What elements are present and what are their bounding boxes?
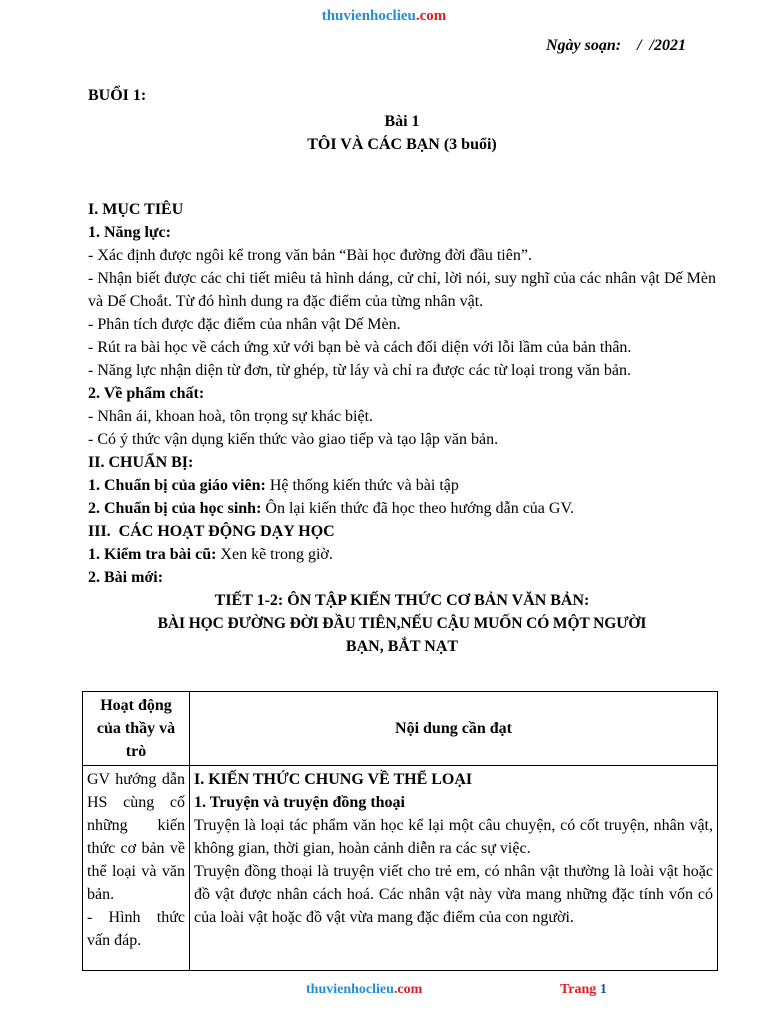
genre-heading: I. KIẾN THỨC CHUNG VỀ THỂ LOẠI [194, 771, 473, 788]
lesson-number: Bài 1 [384, 113, 420, 130]
student-preparation-label: 2. Chuẩn bị của học sinh: [88, 500, 262, 517]
competence-item: - Xác định được ngôi kể trong văn bản “Bài học đường đời đầu tiên”. [88, 247, 532, 264]
activity-text: GV hướng dẫn HS cùng cố những kiến thức cơ bản về thể loại và văn bản. [87, 771, 185, 903]
teacher-preparation [88, 474, 716, 497]
quality-heading: 2. Về phẩm chất: [88, 385, 205, 402]
preparation-heading: II. CHUẨN BỊ: [88, 454, 194, 471]
new-lesson-label: 2. Bài mới: [88, 569, 164, 586]
genre-paragraph: Truyện đồng thoại là truyện viết cho trẻ em, có nhân vật thường là loài vật hoặc đồ vật được nhân cách hoá. Các nhân vật này vừa mang những đặc tính vốn có của loài vật hoặc đồ vật vừa mang đặc điểm của con người. [194, 863, 713, 926]
period-title-line: TIẾT 1-2: ÔN TẬP KIẾN THỨC CƠ BẢN VĂN BẢN: [214, 592, 590, 609]
site-tld: .com [415, 8, 447, 24]
quality-item: - Nhân ái, khoan hoà, tôn trọng sự khác biệt. [88, 408, 374, 425]
lesson-table [82, 691, 718, 971]
content-cell [190, 766, 718, 971]
old-lesson-check-text: Xen kẽ trong giờ. [216, 546, 333, 563]
table-row [83, 766, 718, 971]
genre-paragraph: Truyện là loại tác phẩm văn học kể lại một câu chuyện, có cốt truyện, nhân vật, không gian, thời gian, hoàn cảnh diễn ra các sự việc. [194, 817, 713, 857]
competence-heading: 1. Năng lực: [88, 224, 171, 241]
competence-item: - Phân tích được đặc điểm của nhân vật Dế Mèn. [88, 316, 401, 333]
teacher-preparation-text: Hệ thống kiến thức và bài tập [265, 477, 459, 494]
lesson-title: TÔI VÀ CÁC BẠN (3 buổi) [307, 136, 497, 153]
genre-subheading: 1. Truyện và truyện đồng thoại [194, 794, 405, 811]
old-lesson-check [88, 543, 716, 566]
competence-item: - Nhận biết được các chi tiết miêu tả hình dáng, cử chỉ, lời nói, suy nghĩ của các nhân vật Dế Mèn và Dế Choắt. Từ đó hình dung ra đặc điểm của từng nhân vật. [88, 270, 716, 310]
student-preparation-text: Ôn lại kiến thức đã học theo hướng dẫn của GV. [261, 500, 574, 517]
site-header [0, 8, 768, 25]
student-preparation [88, 497, 716, 520]
footer-site-tld: .com [393, 982, 423, 997]
header-content: Nội dung cần đạt [190, 692, 718, 766]
page-footer [0, 982, 768, 1002]
competence-item: - Rút ra bài học về cách ứng xử với bạn bè và cách đối diện với lỗi lầm của bản thân. [88, 339, 632, 356]
quality-item: - Có ý thức vận dụng kiến thức vào giao tiếp và tạo lập văn bản. [88, 431, 499, 448]
table-header-row [83, 692, 718, 766]
page-number-value: 1 [599, 982, 607, 997]
teacher-preparation-label: 1. Chuẩn bị của giáo viên: [88, 477, 266, 494]
period-title-line: BẠN, BẮT NẠT [345, 638, 459, 655]
objectives-heading: I. MỤC TIÊU [88, 201, 184, 218]
competence-item: - Năng lực nhận diện từ đơn, từ ghép, từ láy và chỉ ra được các từ loại trong văn bản. [88, 362, 632, 379]
activity-method: - Hình thức vấn đáp. [87, 909, 185, 949]
period-title-line: BÀI HỌC ĐƯỜNG ĐỜI ĐẦU TIÊN,NẾU CẬU MUỐN CÓ MỘT NGƯỜI [157, 615, 647, 632]
page-number [560, 982, 607, 998]
footer-site-name: thuvienhoclieu [306, 982, 394, 997]
session-label: BUỔI 1: [88, 87, 147, 104]
site-name: thuvienhoclieu [321, 8, 416, 24]
document-body [88, 84, 716, 658]
date-line: Ngày soạn: / /2021 [546, 37, 686, 54]
page-label: Trang [560, 982, 597, 997]
activity-cell [83, 766, 190, 971]
activities-heading: III. CÁC HOẠT ĐỘNG DẠY HỌC [88, 523, 335, 540]
footer-site [306, 982, 422, 998]
old-lesson-check-label: 1. Kiểm tra bài cũ: [88, 546, 217, 563]
header-activity: Hoạt động của thầy và trò [83, 692, 190, 766]
